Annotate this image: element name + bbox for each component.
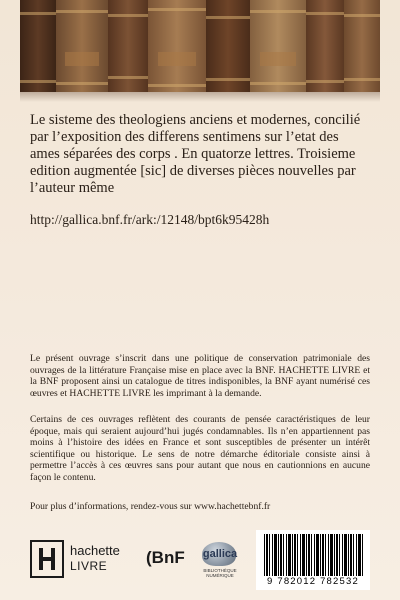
book-spine [206, 0, 251, 92]
book-spine [20, 0, 57, 92]
gallica-logo-icon [200, 540, 244, 578]
info-paragraph: Pour plus d’informations, rendez-vous sur www.hachettebnf.fr [30, 501, 271, 512]
isbn-number: 9 782012 782532 [267, 576, 359, 587]
description-paragraph: Le présent ouvrage s’inscrit dans une politique de conservation patrimoniale des ouvrages de la littérature Française mise en place avec la BNF. HACHETTE LIVRE et la BNF proposent ainsi un catalogue de titres indisponibles, la BNF ayant numérisé ces œuvres et HACHETTE LIVRE les imprimant à la demande. [30, 353, 370, 399]
barcode-icon [256, 530, 370, 590]
bnf-logo-icon: (BnF [146, 548, 185, 567]
book-spines-photo [20, 0, 380, 92]
hachette-mark [30, 540, 64, 578]
gallica-logo-subtext: BIBLIOTHÈQUE NUMÉRIQUE [203, 568, 237, 578]
book-spine [56, 0, 109, 92]
hachette-logo-text: hachette [70, 543, 120, 558]
hachette-logo-subtext: LIVRE [70, 559, 108, 573]
disclaimer-paragraph: Certains de ces ouvrages reflètent des courants de pensée caractéristiques de leur époque, mais qui seraient aujourd’hui jugés condamnables. Ils n’en appartiennent pas moins à l’histoire des idées en France et sont susceptibles de présenter un intérêt scientifique ou historique. Le sens de notre démarche éditoriale consiste ainsi à permettre l’accès à ces œuvres sans pour autant que nous en cautionnions en aucune façon le contenu. [30, 414, 370, 483]
source-url: http://gallica.bnf.fr/ark:/12148/bpt6k95428h [30, 212, 270, 227]
book-spine [344, 0, 380, 92]
book-spine [306, 0, 345, 92]
book-title: Le sisteme des theologiens anciens et modernes, concilié par l’exposition des differens sentimens sur l’etat des ames séparées des corps . En quatorze lettres. Troisieme edition augmentée [sic] de diverses pièces nouvelles par l’auteur même [30, 112, 361, 196]
gallica-logo-text: gallica [202, 548, 238, 560]
book-spine [108, 0, 149, 92]
hachette-logo-icon [30, 536, 140, 580]
barcode-bars [264, 534, 364, 576]
book-spine [250, 0, 307, 92]
banner-shadow [20, 92, 380, 102]
book-spine [148, 0, 207, 92]
